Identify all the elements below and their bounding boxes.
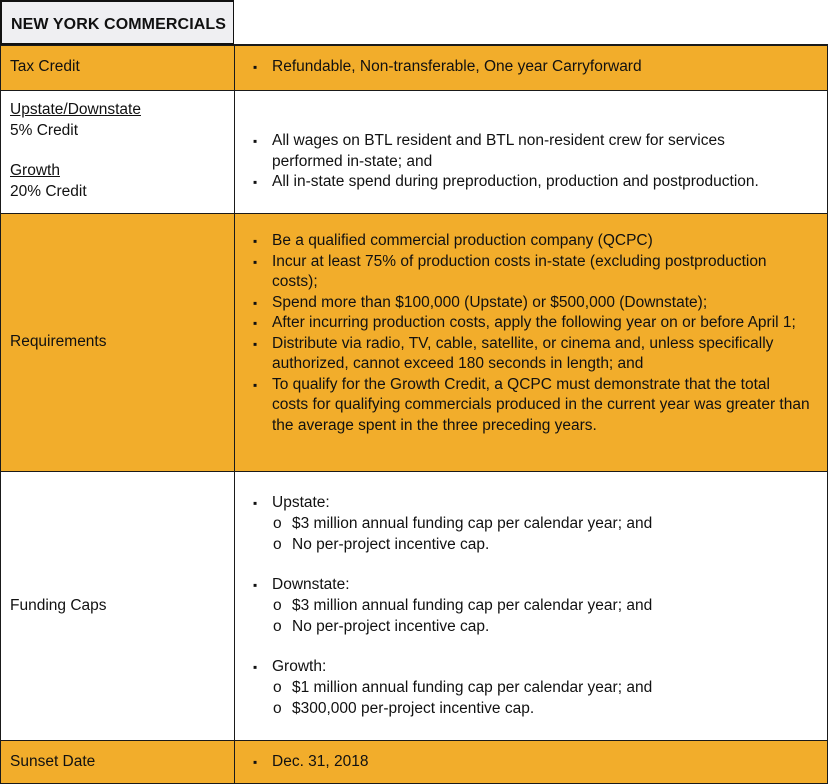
list-item: o No per-project incentive cap. xyxy=(235,617,795,638)
list-item: ▪ To qualify for the Growth Credit, a QCPC must demonstrate that the total costs for qualifying commercials produced in the current year was greater than the average spent in the three preceding years. xyxy=(235,375,810,437)
list-item: ▪ Distribute via radio, TV, cable, satellite, or cinema and, unless specifically authorized, cannot exceed 180 seconds in length; and xyxy=(235,334,810,375)
funding-group-downstate xyxy=(235,575,795,596)
credits-label-cell xyxy=(0,90,235,214)
funding-sublist-upstate xyxy=(235,514,795,555)
funding-group-growth xyxy=(235,657,795,678)
upstate-downstate-label: Upstate/Downstate xyxy=(10,101,141,118)
requirements-label-cell xyxy=(0,213,235,472)
list-item: ▪ All wages on BTL resident and BTL non-resident crew for services performed in-state; and xyxy=(235,131,795,172)
upstate-downstate-value: 5% Credit xyxy=(10,122,79,139)
table-title-cell xyxy=(0,0,235,45)
tax-credit-label: Tax Credit xyxy=(10,58,80,75)
list-item: ▪ Refundable, Non-transferable, One year Carryforward xyxy=(235,57,815,78)
header-blank-cell xyxy=(234,0,828,45)
list-item: o $3 million annual funding cap per calendar year; and xyxy=(235,514,795,535)
funding-group-name: ▪ Growth: xyxy=(235,657,795,678)
requirements-list xyxy=(235,231,810,436)
funding-caps-value-cell xyxy=(234,471,828,741)
tax-credit-list xyxy=(235,57,815,78)
tax-credit-label-cell xyxy=(0,45,235,91)
growth-value: 20% Credit xyxy=(10,183,87,200)
sunset-label-cell xyxy=(0,740,235,784)
list-item: o $1 million annual funding cap per calendar year; and xyxy=(235,678,795,699)
sunset-label: Sunset Date xyxy=(10,753,96,770)
list-item: o $300,000 per-project incentive cap. xyxy=(235,699,795,720)
list-item: o No per-project incentive cap. xyxy=(235,535,795,556)
requirements-value-cell xyxy=(234,213,828,472)
list-item: ▪ Incur at least 75% of production costs in-state (excluding postproduction costs); xyxy=(235,252,810,293)
sunset-list xyxy=(235,752,795,773)
list-item: ▪ All in-state spend during preproduction, production and postproduction. xyxy=(235,172,795,193)
credits-value-cell xyxy=(234,90,828,214)
growth-label: Growth xyxy=(10,162,60,179)
list-item: ▪ Be a qualified commercial production company (QCPC) xyxy=(235,231,810,252)
requirements-label: Requirements xyxy=(10,333,107,350)
funding-sublist-downstate xyxy=(235,596,795,637)
sunset-value-cell xyxy=(234,740,828,784)
funding-sublist-growth xyxy=(235,678,795,719)
funding-group-name: ▪ Upstate: xyxy=(235,493,795,514)
funding-caps-label: Funding Caps xyxy=(10,597,107,614)
list-item: ▪ Dec. 31, 2018 xyxy=(235,752,795,773)
list-item: ▪ Spend more than $100,000 (Upstate) or $500,000 (Downstate); xyxy=(235,293,810,314)
list-item: ▪ After incurring production costs, apply the following year on or before April 1; xyxy=(235,313,810,334)
funding-caps-label-cell xyxy=(0,471,235,741)
funding-group-name: ▪ Downstate: xyxy=(235,575,795,596)
funding-group-upstate xyxy=(235,493,795,514)
tax-credit-value-cell xyxy=(234,45,828,91)
list-item: o $3 million annual funding cap per calendar year; and xyxy=(235,596,795,617)
credits-list xyxy=(235,131,795,193)
table-title: NEW YORK COMMERCIALS xyxy=(11,16,227,33)
